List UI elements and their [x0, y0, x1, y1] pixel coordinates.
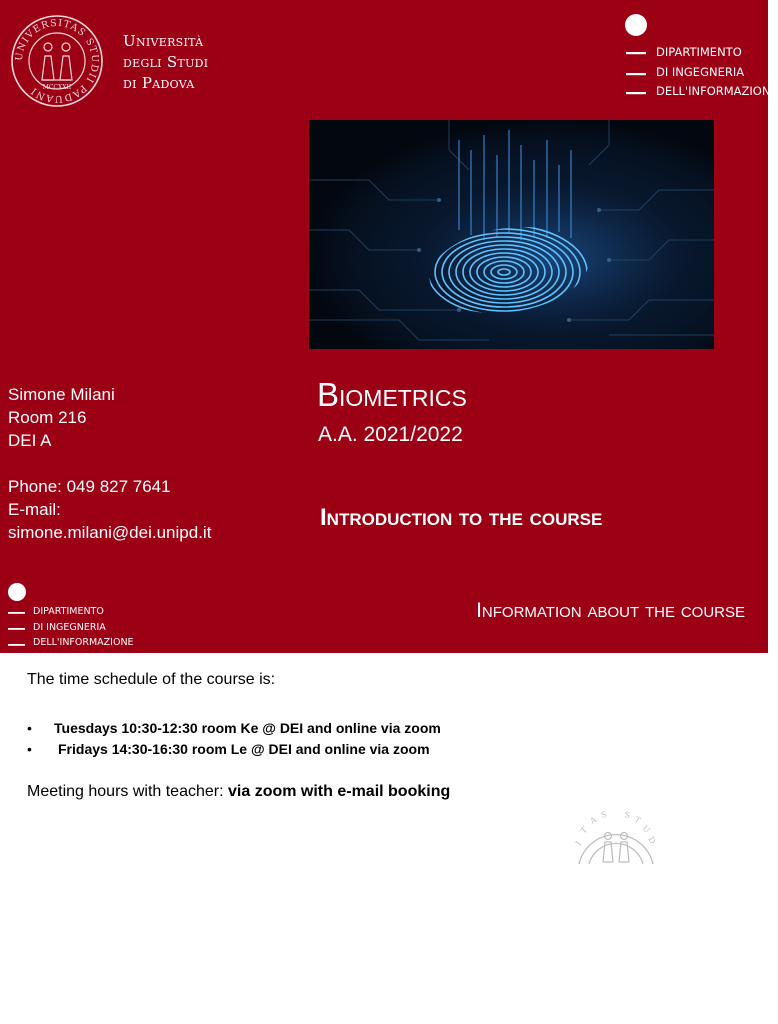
contact-block: [8, 383, 211, 544]
svg-text:T: T: [579, 825, 590, 836]
contact-dept: DEI A: [8, 431, 52, 450]
university-seal-watermark-icon: [575, 806, 657, 868]
svg-text:U: U: [640, 823, 652, 836]
university-name-line2: degli Studi: [123, 53, 209, 71]
department-logo-icon: [625, 12, 649, 94]
department-logo-small-icon: [8, 583, 28, 653]
course-year: A.A. 2021/2022: [318, 423, 463, 446]
contact-email: simone.milani@dei.unipd.it: [8, 523, 212, 542]
svg-text:D: D: [646, 835, 658, 846]
department-small-line2: DI INGEGNERIA: [33, 621, 106, 633]
slide2-header: [0, 575, 768, 653]
bullet: •: [27, 720, 32, 736]
department-line2: DI INGEGNERIA: [656, 64, 745, 79]
meeting-hours: [27, 783, 450, 801]
fingerprint-hero-image: [309, 120, 714, 349]
university-name-line3: di Padova: [123, 74, 195, 92]
seal-year: MCCXXII: [42, 84, 72, 91]
svg-text:T: T: [633, 814, 643, 826]
svg-text:S: S: [623, 810, 631, 821]
svg-text:I: I: [573, 839, 584, 847]
svg-text:UNIVERSITAS STUDII PADUANI: [14, 18, 100, 104]
slide2-title: Information about the course: [476, 599, 745, 622]
contact-spacer: [8, 452, 211, 475]
contact-room: Room 216: [8, 408, 87, 427]
department-name: [656, 43, 778, 102]
bullet: •: [27, 741, 32, 757]
meeting-label: Meeting hours with teacher:: [27, 783, 228, 800]
slide-subtitle: Introduction to the course: [320, 504, 603, 531]
meeting-value: via zoom with e-mail booking: [228, 783, 451, 800]
department-line3: DELL'INFORMAZIONE: [656, 84, 778, 98]
department-line1: DIPARTIMENTO: [656, 45, 742, 59]
contact-name: Simone Milani: [8, 385, 115, 404]
contact-phone: Phone: 049 827 7641: [8, 477, 171, 496]
fingerprint-icon: [309, 120, 714, 349]
svg-text:S: S: [600, 809, 608, 820]
schedule-item-text: Fridays 14:30-16:30 room Le @ DEI and online via zoom: [58, 741, 430, 757]
course-title: Biometrics: [317, 376, 467, 413]
department-name-small: [33, 604, 134, 651]
university-name-line1: Università: [123, 32, 204, 50]
department-small-line1: DIPARTIMENTO: [33, 606, 104, 617]
university-name: [123, 31, 208, 94]
seal-ring-text: UNIVERSITAS STUDII PADUANI: [13, 17, 101, 105]
department-small-line3: DELL'INFORMAZIONE: [33, 637, 134, 648]
contact-email-label: E-mail:: [8, 500, 61, 519]
svg-text:A: A: [588, 815, 599, 826]
university-seal-icon: [10, 14, 104, 108]
schedule-intro: The time schedule of the course is:: [27, 671, 276, 688]
schedule-item-text: Tuesdays 10:30-12:30 room Ke @ DEI and online via zoom: [54, 720, 441, 736]
